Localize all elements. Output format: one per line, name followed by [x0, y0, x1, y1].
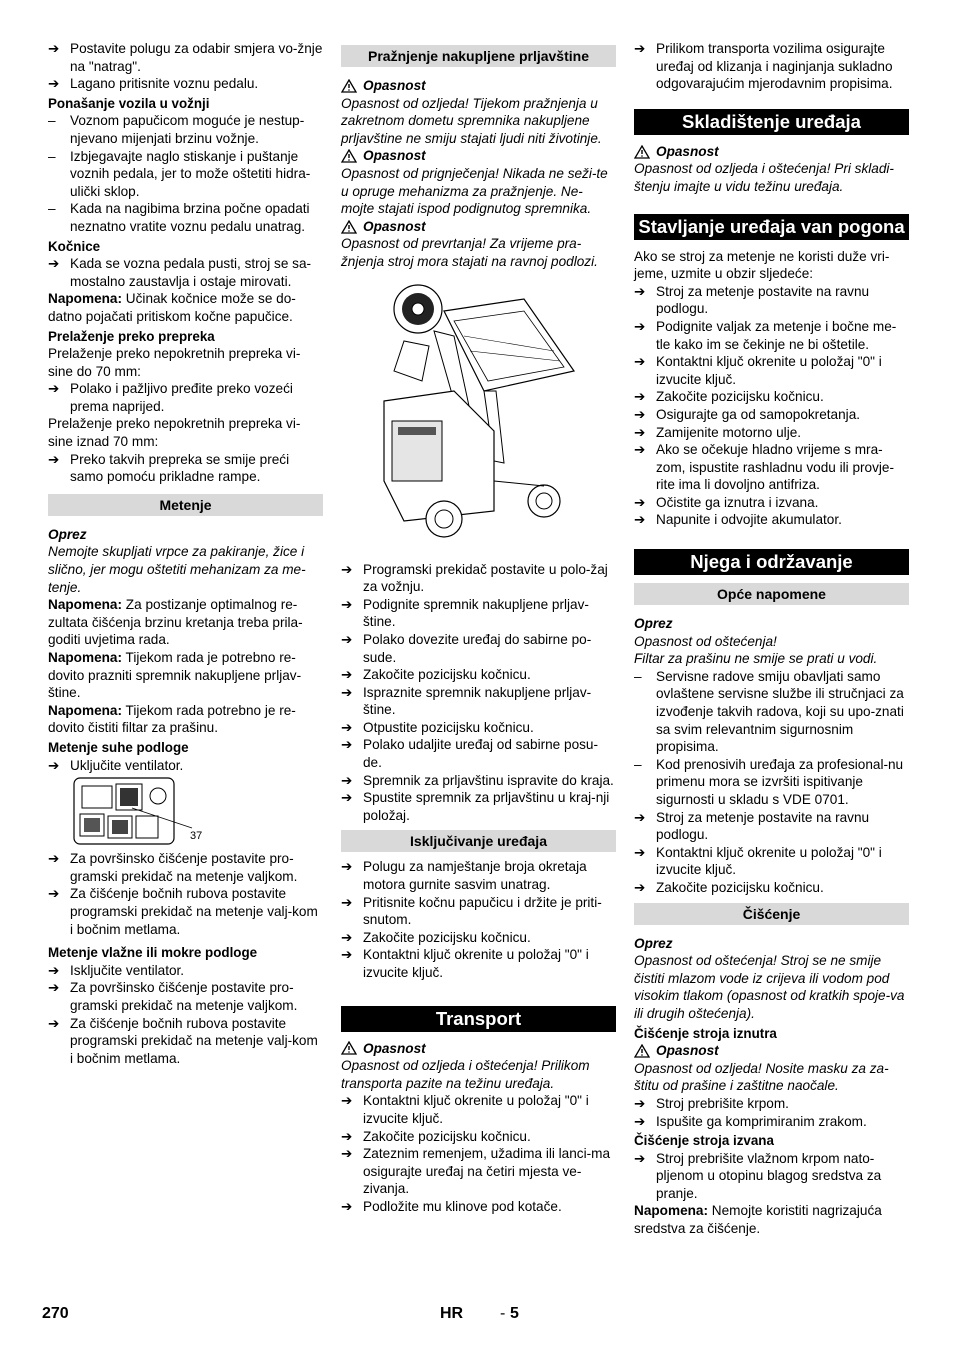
note: Napomena: Tijekom rada potrebno je re-dovito čistiti filtar za prašinu.	[48, 702, 296, 736]
danger-text: Opasnost od ozljeda i oštećenja! Pri skladi-štenju imajte u vidu težinu uređaja.	[634, 161, 894, 194]
caution-text: Opasnost od oštećenja!	[634, 633, 777, 649]
arrow-icon: ➔	[341, 772, 353, 788]
caution-text: Nemojte skupljati vrpce za pakiranje, žice i slično, jer mogu oštetiti mehanizam za me-tenje.	[48, 544, 306, 595]
danger-heading: Opasnost	[341, 77, 616, 95]
arrow-item: ➔ Kontaktni ključ okrenite u položaj "0" i izvucite ključ.	[341, 1093, 589, 1126]
danger-heading: Opasnost	[341, 218, 616, 236]
arrow-icon: ➔	[634, 1095, 646, 1111]
arrow-item: ➔ Ako se očekuje hladno vrijeme s mra-zom, ispustite rashladnu vodu ili provje-rite ima li dovoljno antifriza.	[634, 442, 895, 493]
arrow-item: ➔ Spustite spremnik za prljavštinu u kraj-nji položaj.	[341, 790, 610, 823]
note: Napomena: Tijekom rada je potrebno re-dovito prazniti spremnik nakupljene prljav-štine.	[48, 650, 302, 701]
warning-triangle-icon	[341, 149, 357, 163]
page-number: 270	[42, 1305, 69, 1322]
arrow-item: ➔ Polako dovezite uređaj do sabirne po-sude.	[341, 631, 592, 665]
arrow-icon: ➔	[634, 283, 646, 299]
arrow-icon: ➔	[48, 256, 60, 272]
footer-separator: -	[500, 1305, 506, 1322]
arrow-item: ➔ Isključite ventilator.	[48, 962, 185, 978]
control-panel-figure	[72, 776, 323, 846]
warning-triangle-icon	[341, 220, 357, 234]
subheading: Metenje vlažne ili mokre podloge	[48, 945, 258, 961]
arrow-item: ➔ Za površinsko čišćenje postavite pro-gramski prekidač na metenje valjkom.	[48, 851, 298, 884]
arrow-item: ➔ Spremnik za prljavštinu ispravite do kraja.	[341, 772, 614, 788]
section-heading-njega: Njega i održavanje	[634, 549, 909, 575]
section-heading-praznjenje: Pražnjenje nakupljene prljavštine	[341, 45, 616, 67]
danger-text: Opasnost od prignječenja! Nikada ne seži-te u opruge mehanizma za pražnjenje. Ne-mojte stajati ispod podignutog spremnika.	[341, 165, 608, 217]
arrow-icon: ➔	[634, 879, 646, 895]
arrow-icon: ➔	[48, 451, 60, 467]
column-middle	[341, 40, 616, 1216]
subheading: Čišćenje stroja izvana	[634, 1133, 774, 1149]
subheading: Ponašanje vozila u vožnji	[48, 95, 210, 111]
section-heading-stavljanje: Stavljanje uređaja van pogona	[634, 214, 909, 240]
arrow-icon: ➔	[341, 859, 353, 875]
danger-text: Opasnost od ozljeda i oštećenja! Prilikom transporta pazite na težinu uređaja.	[341, 1058, 590, 1091]
caution-text: Opasnost od oštećenja! Stroj se ne smije čistiti mlazom vode iz crijeva ili vodom pod visokim tlakom (opasnost od kratkih spoje-va ili drugih oštećenja).	[634, 953, 905, 1021]
arrow-item: ➔ Kontaktni ključ okrenite u položaj "0" i izvucite ključ.	[634, 844, 882, 878]
arrow-item: ➔ Stroj prebrišite vlažnom krpom nato-pljenom u otopinu blagog sredstva za pranje.	[634, 1150, 882, 1201]
arrow-item: ➔ Za površinsko čišćenje postavite pro-gramski prekidač na metenje valjkom.	[48, 980, 298, 1013]
caution-text: Filtar za prašinu ne smije se prati u vodi.	[634, 651, 878, 667]
paragraph: Ako se stroj za metenje ne koristi duže vri-jeme, uzmite u obzir sljedeće:	[634, 248, 890, 282]
note: Napomena: Učinak kočnice može se do-datno pojačati pritiskom kočne papučice.	[48, 291, 296, 324]
arrow-icon: ➔	[341, 684, 353, 700]
subheading: Metenje suhe podloge	[48, 739, 189, 755]
dash-item: – Kod prenosivih uređaja za profesional-nu primenu mora se izvršiti ispitivanje sigurnosti u skladu s VDE 0701.	[634, 756, 904, 807]
arrow-item: ➔ Stroj za metenje postavite na ravnu podlogu.	[634, 283, 870, 317]
arrow-item: ➔ Otpustite pozicijsku kočnicu.	[341, 719, 534, 735]
subheading: Prelaženje preko prepreka	[48, 328, 215, 344]
figure-label: 37	[190, 830, 203, 843]
arrow-item: ➔ Lagano pritisnite voznu pedalu.	[48, 76, 259, 92]
arrow-item: ➔ Za čišćenje bočnih rubova postavite programski prekidač na metenje valj-kom i bočnim metlama.	[48, 1015, 318, 1066]
danger-text: Opasnost od prevrtanja! Za vrijeme pra-žnjenja stroj mora stajati na ravnoj podlozi.	[341, 236, 598, 269]
note: Napomena: Nemojte koristiti nagrizajuća sredstva za čišćenje.	[634, 1203, 882, 1237]
section-heading-metenje: Metenje	[48, 494, 323, 516]
column-right	[634, 40, 909, 1238]
arrow-item: ➔ Polako udaljite uređaj od sabirne posu-de.	[341, 737, 599, 771]
arrow-icon: ➔	[48, 76, 60, 92]
arrow-item: ➔ Podignite valjak za metenje i bočne me-tle kako im se čekinje ne bi oštetile.	[634, 318, 897, 352]
section-heading-transport: Transport	[341, 1006, 616, 1032]
arrow-item: ➔ Uključite ventilator.	[48, 757, 184, 773]
arrow-item: ➔ Pritisnite kočnu papučicu i držite je priti-snutom.	[341, 894, 602, 928]
arrow-icon: ➔	[48, 757, 60, 773]
arrow-icon: ➔	[634, 494, 646, 510]
paragraph: Prelaženje preko nepokretnih prepreka vi-sine iznad 70 mm:	[48, 416, 301, 450]
arrow-item: ➔ Polugu za namještanje broja okretaja motora gurnite sasvim unatrag.	[341, 859, 587, 893]
arrow-icon: ➔	[341, 596, 353, 612]
arrow-item: ➔ Za čišćenje bočnih rubova postavite programski prekidač na metenje valj-kom i bočnim metlama.	[48, 886, 318, 937]
arrow-icon: ➔	[48, 980, 60, 996]
section-heading-ciscenje: Čišćenje	[634, 903, 909, 925]
arrow-icon: ➔	[341, 1128, 353, 1144]
arrow-icon: ➔	[48, 1015, 60, 1031]
danger-heading: Opasnost	[634, 1042, 909, 1060]
arrow-icon: ➔	[48, 886, 60, 902]
danger-text: Opasnost od ozljeda! Nosite masku za za-štitu od prašine i zaštitne naočale.	[634, 1060, 889, 1094]
arrow-icon: ➔	[48, 381, 60, 397]
arrow-icon: ➔	[341, 737, 353, 753]
arrow-icon: ➔	[634, 809, 646, 825]
danger-heading: Opasnost	[341, 1040, 616, 1058]
arrow-icon: ➔	[341, 719, 353, 735]
arrow-icon: ➔	[634, 424, 646, 440]
arrow-item: ➔ Preko takvih prepreka se smije preći samo pomoću prikladne rampe.	[48, 451, 290, 485]
arrow-icon: ➔	[341, 947, 353, 963]
subheading: Čišćenje stroja iznutra	[634, 1025, 777, 1041]
arrow-item: ➔ Kontaktni ključ okrenite u položaj "0" i izvucite ključ.	[341, 947, 589, 980]
dash-item: – Izbjegavajte naglo stiskanje i puštanje voznih pedala, jer to može oštetiti hidra-ulički sklop.	[48, 148, 311, 199]
arrow-icon: ➔	[634, 1150, 646, 1166]
language-code: HR	[440, 1305, 464, 1322]
arrow-icon: ➔	[634, 844, 646, 860]
arrow-item: ➔ Očistite ga iznutra i izvana.	[634, 494, 819, 510]
arrow-item: ➔ Ispušite ga komprimiranim zrakom.	[634, 1113, 867, 1129]
paragraph: Prelaženje preko nepokretnih prepreka vi-sine do 70 mm:	[48, 346, 301, 379]
warning-triangle-icon	[341, 79, 357, 93]
caution-heading: Oprez	[634, 616, 673, 632]
arrow-item: ➔ Zakočite pozicijsku kočnicu.	[341, 929, 531, 945]
arrow-item: ➔ Programski prekidač postavite u polo-žaj za vožnju.	[341, 561, 608, 595]
arrow-icon: ➔	[341, 1093, 353, 1109]
danger-text: Opasnost od ozljeda! Tijekom pražnjenja u zakretnom dometu spremnika nakupljene prljavštine ne smiju stajati ljudi niti životinje.	[341, 95, 602, 146]
dash-item: – Servisne radove smiju obavljati samo ovlaštene servisne službe ili stručnjaci za izvođenje takvih radova, koji su upo-znati sa svim relevantnim sigurnosnim propisima.	[634, 668, 904, 755]
arrow-icon: ➔	[341, 631, 353, 647]
sweeper-dumping-illustration	[374, 281, 584, 551]
arrow-item: ➔ Postavite polugu za odabir smjera vo-žnje na "natrag".	[48, 41, 323, 74]
arrow-item: ➔ Stroj za metenje postavite na ravnu podlogu.	[634, 809, 870, 843]
arrow-icon: ➔	[634, 41, 646, 56]
danger-heading: Opasnost	[341, 147, 616, 165]
sweeper-figure	[341, 271, 616, 561]
arrow-item: ➔ Zakočite pozicijsku kočnicu.	[634, 879, 824, 895]
arrow-icon: ➔	[341, 561, 353, 577]
arrow-icon: ➔	[48, 851, 60, 867]
warning-triangle-icon	[634, 145, 650, 159]
danger-heading: Opasnost	[634, 143, 909, 161]
arrow-icon: ➔	[48, 41, 60, 56]
arrow-item: ➔ Podložite mu klinove pod kotače.	[341, 1198, 562, 1214]
arrow-item: ➔ Kontaktni ključ okrenite u položaj "0" i izvucite ključ.	[634, 354, 882, 387]
arrow-item: ➔ Zakočite pozicijsku kočnicu.	[341, 667, 531, 683]
section-heading-skladistenje: Skladištenje uređaja	[634, 109, 909, 135]
arrow-icon: ➔	[48, 962, 60, 978]
subheading: Kočnice	[48, 238, 101, 254]
arrow-item: ➔ Podignite spremnik nakupljene prljav-štine.	[341, 596, 589, 630]
arrow-icon: ➔	[341, 1198, 353, 1214]
arrow-item: ➔ Osigurajte ga od samopokretanja.	[634, 406, 861, 422]
arrow-icon: ➔	[634, 512, 646, 528]
arrow-icon: ➔	[341, 929, 353, 945]
arrow-icon: ➔	[341, 1146, 353, 1162]
arrow-icon: ➔	[634, 406, 646, 422]
caution-heading: Oprez	[634, 935, 673, 951]
arrow-icon: ➔	[634, 1113, 646, 1129]
section-heading-opce: Opće napomene	[634, 583, 909, 605]
arrow-item: ➔ Napunite i odvojite akumulator.	[634, 512, 842, 528]
arrow-icon: ➔	[341, 894, 353, 910]
arrow-item: ➔ Prilikom transporta vozilima osigurajte uređaj od klizanja i naginjanja sukladno odgovarajućim mjerodavnim propisima.	[634, 41, 893, 92]
arrow-item: ➔ Ispraznite spremnik nakupljene prljav-štine.	[341, 684, 592, 718]
arrow-item: ➔ Zateznim remenjem, užadima ili lanci-ma osigurajte uređaj na četiri mjesta ve-zivanja.	[341, 1146, 611, 1197]
caution-heading: Oprez	[48, 526, 87, 542]
arrow-item: ➔ Polako i pažljivo pređite preko vozeći prema naprijed.	[48, 381, 293, 414]
arrow-icon: ➔	[634, 389, 646, 405]
arrow-icon: ➔	[341, 667, 353, 683]
arrow-icon: ➔	[634, 442, 646, 458]
note: Napomena: Za postizanje optimalnog re-zultata čišćenja brzinu kretanja treba prila-goditi uvjetima rada.	[48, 597, 303, 648]
warning-triangle-icon	[634, 1044, 650, 1058]
arrow-icon: ➔	[634, 354, 646, 370]
dash-item: – Kada na nagibima brzina počne opadati neznatno vratite voznu pedalu unatrag.	[48, 201, 310, 234]
dash-item: – Voznom papučicom moguće je nestup-njevano mijenjati brzinu vožnje.	[48, 113, 305, 146]
column-left	[48, 40, 323, 1067]
arrow-item: ➔ Zakočite pozicijsku kočnicu.	[341, 1128, 531, 1144]
section-page-number: 5	[510, 1305, 519, 1322]
warning-triangle-icon	[341, 1041, 357, 1055]
arrow-item: ➔ Zakočite pozicijsku kočnicu.	[634, 389, 824, 405]
arrow-item: ➔ Zamijenite motorno ulje.	[634, 424, 802, 440]
arrow-icon: ➔	[634, 318, 646, 334]
arrow-icon: ➔	[341, 790, 353, 806]
arrow-item: ➔ Kada se vozna pedala pusti, stroj se sa-mostalno zaustavlja i ostaje mirovati.	[48, 256, 312, 289]
section-heading-iskljucivanje: Isključivanje uređaja	[341, 830, 616, 852]
arrow-item: ➔ Stroj prebrišite krpom.	[634, 1095, 789, 1111]
